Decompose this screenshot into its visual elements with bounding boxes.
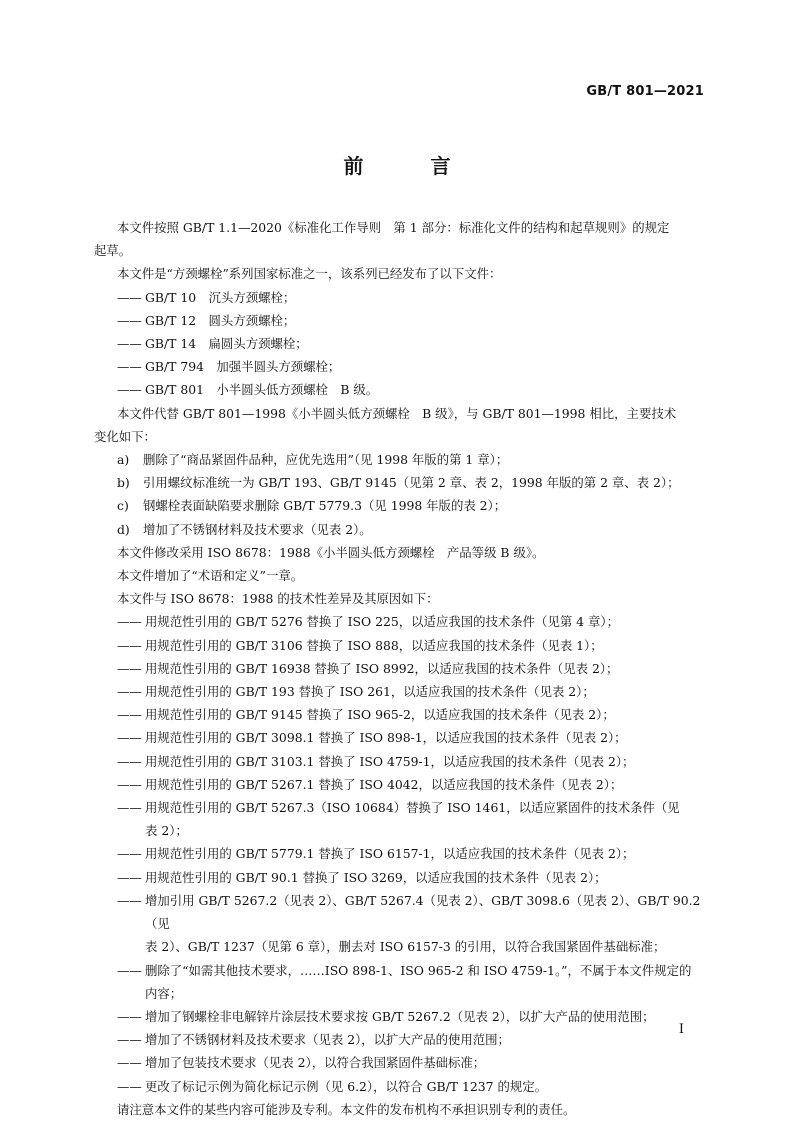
intro-line-2: 起草。 xyxy=(94,243,132,259)
series-item: —— GB/T 14 扁圆头方颈螺栓； xyxy=(117,336,308,352)
diff-item: —— 更改了标记示例为简化标记示例（见 6.2），以符合 GB/T 1237 的规定。 xyxy=(117,1078,548,1094)
diff-item: —— 用规范性引用的 GB/T 3098.1 替换了 ISO 898-1，以适应我国的技术条件（见表 2）； xyxy=(117,730,627,746)
replace-line-1: 本文件代替 GB/T 801—1998《小半圆头低方颈螺栓 B 级》，与 GB/T 801—1998 相比，主要技术 xyxy=(117,405,677,421)
series-item: —— GB/T 12 圆头方颈螺栓； xyxy=(117,312,296,328)
series-item: —— GB/T 794 加强半圆头方颈螺栓； xyxy=(117,359,341,375)
change-item-c: c) 钢螺栓表面缺陷要求删除 GB/T 5779.3（见 1998 年版的表 2）； xyxy=(117,498,507,514)
diff-item: —— 用规范性引用的 GB/T 3103.1 替换了 ISO 4759-1，以适应我国的技术条件（见表 2）； xyxy=(117,753,635,769)
diff-item: —— 增加了钢螺栓非电解锌片涂层技术要求按 GB/T 5267.2（见表 2），以扩大产品的使用范围； xyxy=(117,1008,655,1024)
intro-line-3: 本文件是“方颈螺栓”系列国家标准之一，该系列已经发布了以下文件： xyxy=(117,266,502,282)
change-item-d: d) 增加了不锈钢材料及技术要求（见表 2）。 xyxy=(117,521,372,537)
diff-item: —— 删除了“如需其他技术要求，……ISO 898-1、ISO 965-2 和 ISO 4759-1。”，不属于本文件规定的 内容； xyxy=(117,962,692,1001)
added-chapter-statement: 本文件增加了“术语和定义”一章。 xyxy=(117,568,304,584)
page-number: I xyxy=(678,1022,684,1037)
foreword-body xyxy=(94,216,705,1121)
diff-item: —— 用规范性引用的 GB/T 193 替换了 ISO 261，以适应我国的技术条件（见表 2）； xyxy=(117,684,595,700)
diff-item: —— 用规范性引用的 GB/T 5276 替换了 ISO 225，以适应我国的技术条件（见第 4 章）； xyxy=(117,614,619,630)
diff-item: —— 用规范性引用的 GB/T 9145 替换了 ISO 965-2，以适应我国的技术条件（见表 2）； xyxy=(117,707,615,723)
document-code: GB/T 801—2021 xyxy=(586,84,704,99)
intro-line-1: 本文件按照 GB/T 1.1—2020《标准化工作导则 第 1 部分：标准化文件的结构和起草规则》的规定 xyxy=(117,220,670,235)
change-item-b: b) 引用螺纹标准统一为 GB/T 193、GB/T 9145（见第 2 章、表 2，1998 年版的第 2 章、表 2）； xyxy=(117,475,680,491)
diff-item: —— 用规范性引用的 GB/T 16938 替换了 ISO 8992，以适应我国的技术条件（见表 2）； xyxy=(117,660,619,676)
patent-notice: 请注意本文件的某些内容可能涉及专利。本文件的发布机构不承担识别专利的责任。 xyxy=(117,1101,576,1117)
diff-item: —— 增加了包装技术要求（见表 2），以符合我国紧固件基础标准； xyxy=(117,1055,486,1071)
page-title: 前 言 xyxy=(343,154,481,178)
diff-item: —— 增加引用 GB/T 5267.2（见表 2）、GB/T 5267.4（见表 2）、GB/T 3098.6（见表 2）、GB/T 90.2（见 表 2）、GB/T 1237（见第 6 章），删去对 ISO 6157-3 的引用，以符合我国紧固件基础标准； xyxy=(117,892,701,955)
series-item: —— GB/T 10 沉头方颈螺栓； xyxy=(117,289,296,305)
series-item: —— GB/T 801 小半圆头低方颈螺栓 B 级。 xyxy=(117,382,379,398)
change-item-a: a) 删除了“商品紧固件品种，应优先选用”（见 1998 年版的第 1 章）； xyxy=(117,452,509,468)
diff-item: —— 用规范性引用的 GB/T 3106 替换了 ISO 888，以适应我国的技术条件（见表 1）； xyxy=(117,637,603,653)
diff-item: —— 用规范性引用的 GB/T 5267.1 替换了 ISO 4042，以适应我国的技术条件（见表 2）； xyxy=(117,776,623,792)
replace-line-2: 变化如下： xyxy=(94,428,156,444)
adopt-statement: 本文件修改采用 ISO 8678：1988《小半圆头低方颈螺栓 产品等级 B 级》。 xyxy=(117,544,545,560)
diff-item: —— 用规范性引用的 GB/T 5267.3（ISO 10684）替换了 ISO 1461，以适应紧固件的技术条件（见 表 2）； xyxy=(117,800,680,839)
diff-item: —— 用规范性引用的 GB/T 90.1 替换了 ISO 3269，以适应我国的技术条件（见表 2）； xyxy=(117,869,607,885)
diff-item: —— 用规范性引用的 GB/T 5779.1 替换了 ISO 6157-1，以适应我国的技术条件（见表 2）； xyxy=(117,846,635,862)
diff-list xyxy=(117,610,705,1097)
diff-intro: 本文件与 ISO 8678：1988 的技术性差异及其原因如下： xyxy=(117,591,439,607)
diff-item: —— 增加了不锈钢材料及技术要求（见表 2），以扩大产品的使用范围； xyxy=(117,1032,510,1048)
